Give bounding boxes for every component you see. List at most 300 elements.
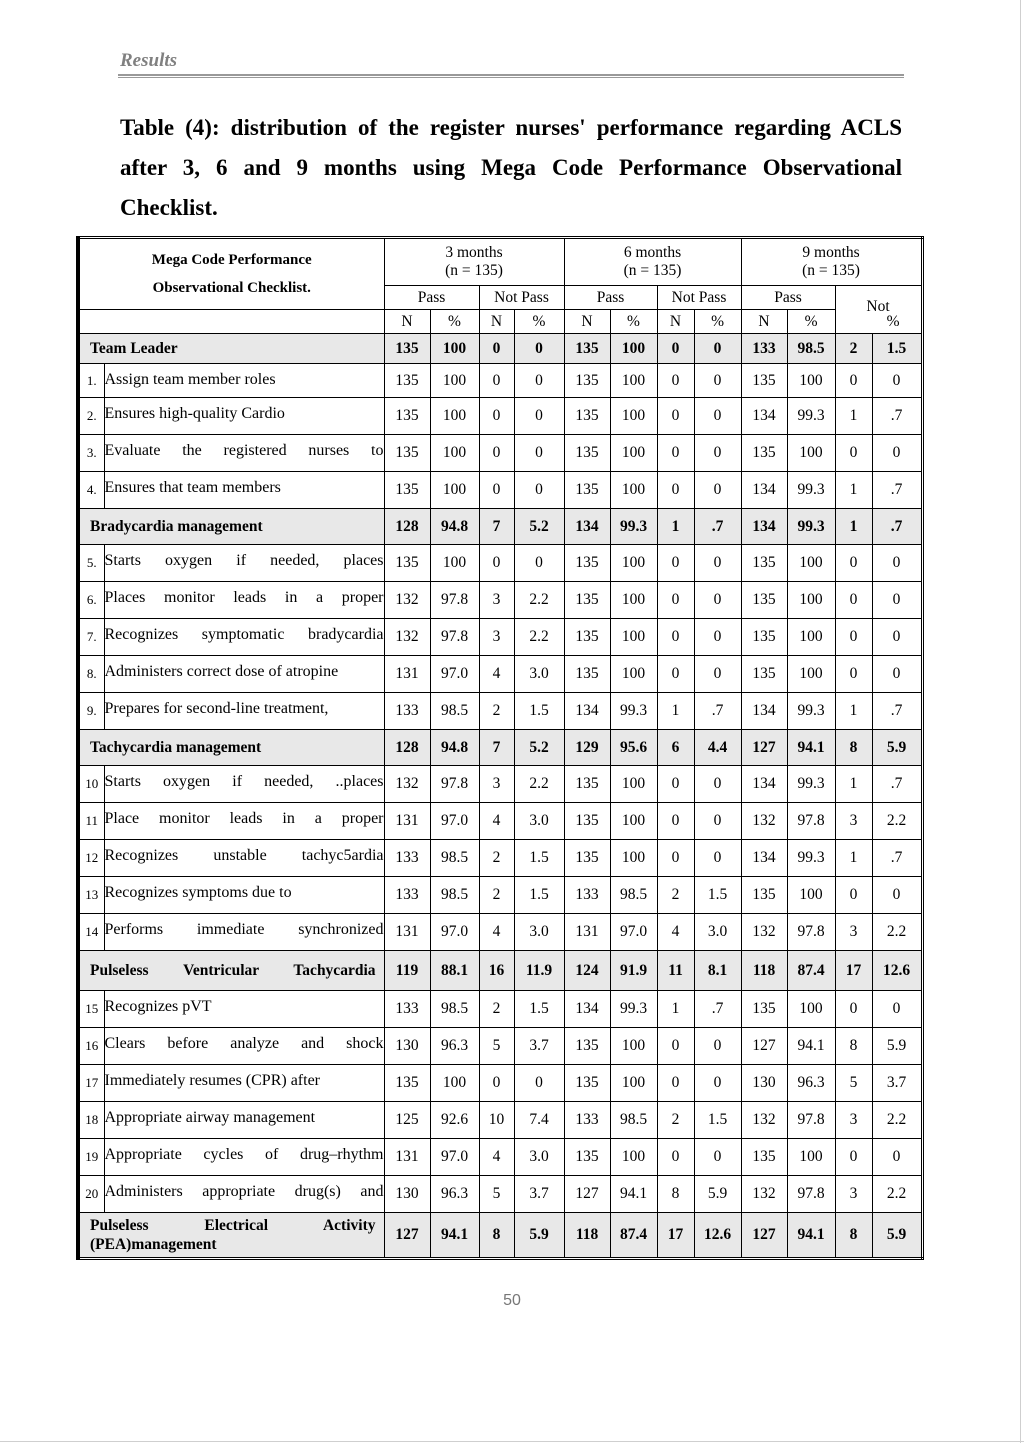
value-cell: 0 [835, 582, 872, 619]
value-cell: 0 [872, 877, 922, 914]
value-cell: 99.3 [610, 693, 657, 730]
value-cell: 1.5 [514, 877, 564, 914]
value-cell: 0 [657, 619, 694, 656]
value-cell: 135 [741, 364, 787, 398]
value-cell: 100 [787, 582, 835, 619]
value-cell: 134 [564, 509, 610, 545]
value-cell: 3.0 [694, 914, 741, 951]
value-cell: 100 [787, 364, 835, 398]
value-cell: 5 [479, 1028, 514, 1065]
value-cell: 0 [657, 840, 694, 877]
value-cell: 2.2 [872, 914, 922, 951]
section-label: Pulseless Ventricular Tachycardia [78, 951, 384, 991]
value-cell: 135 [741, 545, 787, 582]
value-cell: 0 [835, 991, 872, 1028]
value-cell: 0 [835, 364, 872, 398]
value-cell: 0 [657, 1028, 694, 1065]
value-cell: 118 [741, 951, 787, 991]
value-cell: 97.8 [430, 619, 479, 656]
value-cell: 3.0 [514, 656, 564, 693]
value-cell: 5 [479, 1176, 514, 1213]
value-cell: 132 [741, 914, 787, 951]
row-number: 16 [78, 1028, 104, 1065]
table-row [78, 1176, 922, 1213]
unit-n: N [657, 310, 694, 334]
value-cell: 7 [479, 509, 514, 545]
value-cell: 5.9 [514, 1213, 564, 1259]
row-number: 4. [78, 472, 104, 509]
value-cell: 133 [741, 334, 787, 364]
value-cell: 127 [741, 730, 787, 766]
value-cell: 2 [479, 840, 514, 877]
value-cell: 97.0 [430, 914, 479, 951]
value-cell: 0 [835, 619, 872, 656]
value-cell: 1 [835, 509, 872, 545]
value-cell: 0 [872, 619, 922, 656]
checklist-item: Recognizes symptoms due to [104, 877, 384, 914]
value-cell: 99.3 [787, 693, 835, 730]
value-cell: 100 [430, 545, 479, 582]
period-header-3-months: 3 months (n = 135) [384, 238, 564, 286]
value-cell: 0 [694, 1028, 741, 1065]
value-cell: 0 [657, 364, 694, 398]
value-cell: 135 [564, 1139, 610, 1176]
value-cell: 132 [384, 766, 430, 803]
value-cell: 97.8 [787, 914, 835, 951]
value-cell: 3.7 [872, 1065, 922, 1102]
value-cell: .7 [872, 398, 922, 435]
value-cell: 0 [872, 656, 922, 693]
value-cell: 0 [514, 1065, 564, 1102]
value-cell: 135 [564, 1065, 610, 1102]
value-cell: 97.8 [787, 803, 835, 840]
value-cell: 100 [430, 334, 479, 364]
value-cell: 2 [479, 693, 514, 730]
row-number: 19 [78, 1139, 104, 1176]
checklist-item: Prepares for second-line treatment, [104, 693, 384, 730]
value-cell: 0 [694, 398, 741, 435]
page-edge-bottom [0, 1441, 1024, 1442]
value-cell: 2.2 [872, 803, 922, 840]
value-cell: 96.3 [787, 1065, 835, 1102]
value-cell: 95.6 [610, 730, 657, 766]
row-number: 12 [78, 840, 104, 877]
value-cell: 131 [384, 803, 430, 840]
row-number: 6. [78, 582, 104, 619]
value-cell: 100 [787, 877, 835, 914]
value-cell: 4 [479, 914, 514, 951]
results-table [76, 236, 924, 1260]
value-cell: 0 [694, 472, 741, 509]
value-cell: 100 [787, 1139, 835, 1176]
value-cell: 0 [657, 472, 694, 509]
value-cell: 119 [384, 951, 430, 991]
value-cell: 132 [384, 619, 430, 656]
value-cell: 0 [872, 991, 922, 1028]
value-cell: 5.2 [514, 730, 564, 766]
row-number: 18 [78, 1102, 104, 1139]
results-table-wrapper [76, 236, 920, 1260]
value-cell: 134 [741, 693, 787, 730]
value-cell: 3.0 [514, 803, 564, 840]
value-cell: 100 [610, 766, 657, 803]
value-cell: 131 [384, 914, 430, 951]
checklist-item: Immediately resumes (CPR) after [104, 1065, 384, 1102]
value-cell: 118 [564, 1213, 610, 1259]
value-cell: 0 [479, 334, 514, 364]
checklist-item: Places monitor leads in a proper [104, 582, 384, 619]
value-cell: 12.6 [872, 951, 922, 991]
value-cell: 135 [564, 803, 610, 840]
section-label: Pulseless Electrical Activity (PEA)management [78, 1213, 384, 1259]
row-number: 17 [78, 1065, 104, 1102]
section-row [78, 509, 922, 545]
value-cell: 100 [430, 472, 479, 509]
period-header-6-months: 6 months (n = 135) [564, 238, 741, 286]
value-cell: 131 [384, 656, 430, 693]
value-cell: 135 [741, 991, 787, 1028]
value-cell: 132 [741, 1102, 787, 1139]
value-cell: 8 [835, 1213, 872, 1259]
table-row [78, 803, 922, 840]
value-cell: 8.1 [694, 951, 741, 991]
value-cell: 135 [564, 435, 610, 472]
value-cell: 8 [835, 1028, 872, 1065]
value-cell: 100 [610, 656, 657, 693]
value-cell: 96.3 [430, 1176, 479, 1213]
row-number: 15 [78, 991, 104, 1028]
table-row [78, 435, 922, 472]
value-cell: 133 [384, 991, 430, 1028]
value-cell: 135 [384, 472, 430, 509]
value-cell: 135 [741, 877, 787, 914]
value-cell: .7 [694, 509, 741, 545]
value-cell: 100 [610, 803, 657, 840]
value-cell: 100 [610, 545, 657, 582]
value-cell: 128 [384, 509, 430, 545]
row-number: 11 [78, 803, 104, 840]
value-cell: 94.1 [787, 1028, 835, 1065]
value-cell: 0 [514, 364, 564, 398]
pass-header: Pass [564, 286, 657, 310]
running-header: Results [120, 50, 178, 71]
row-number: 10 [78, 766, 104, 803]
value-cell: 0 [872, 582, 922, 619]
value-cell: 134 [564, 693, 610, 730]
value-cell: 127 [384, 1213, 430, 1259]
checklist-item: Performs immediate synchronized [104, 914, 384, 951]
value-cell: 135 [564, 766, 610, 803]
section-row [78, 334, 922, 364]
value-cell: 135 [564, 582, 610, 619]
value-cell: 131 [564, 914, 610, 951]
value-cell: 100 [787, 435, 835, 472]
row-number: 3. [78, 435, 104, 472]
unit-n: N [384, 310, 430, 334]
value-cell: .7 [694, 693, 741, 730]
value-cell: 0 [657, 582, 694, 619]
value-cell: 2.2 [514, 766, 564, 803]
period-header-9-months: 9 months (n = 135) [741, 238, 922, 286]
value-cell: 3.0 [514, 914, 564, 951]
unit-pct: % [514, 310, 564, 334]
value-cell: 2 [835, 334, 872, 364]
section-row [78, 951, 922, 991]
value-cell: 100 [610, 582, 657, 619]
value-cell: 3 [479, 766, 514, 803]
table-caption: Table (4): distribution of the register nurses' performance regarding ACLS after 3, 6 and 9 months using Mega Code Performance Observational Checklist. [120, 115, 902, 220]
value-cell: 3 [835, 914, 872, 951]
value-cell: 1.5 [514, 693, 564, 730]
page-edge-right [1020, 0, 1021, 1443]
table-row [78, 1065, 922, 1102]
value-cell: 12.6 [694, 1213, 741, 1259]
value-cell: 135 [741, 582, 787, 619]
value-cell: 91.9 [610, 951, 657, 991]
unit-pct: % [430, 310, 479, 334]
value-cell: 133 [384, 877, 430, 914]
value-cell: 0 [694, 545, 741, 582]
checklist-item: Appropriate cycles of drug–rhythm [104, 1139, 384, 1176]
value-cell: 0 [694, 435, 741, 472]
value-cell: 0 [694, 840, 741, 877]
unit-pct: % [694, 310, 741, 334]
value-cell: 87.4 [610, 1213, 657, 1259]
value-cell: 3.7 [514, 1028, 564, 1065]
corner-title-line1: Mega Code Performance [151, 252, 312, 268]
value-cell: 8 [479, 1213, 514, 1259]
value-cell: 134 [741, 398, 787, 435]
value-cell: 135 [384, 364, 430, 398]
value-cell: 6 [657, 730, 694, 766]
value-cell: 16 [479, 951, 514, 991]
value-cell: 3 [479, 619, 514, 656]
value-cell: 3 [835, 1176, 872, 1213]
value-cell: 3 [835, 803, 872, 840]
section-row [78, 730, 922, 766]
row-number: 7. [78, 619, 104, 656]
value-cell: 100 [787, 619, 835, 656]
checklist-item: Recognizes symptomatic bradycardia [104, 619, 384, 656]
value-cell: 127 [741, 1028, 787, 1065]
value-cell: 1 [835, 766, 872, 803]
pass-header: Pass [741, 286, 835, 310]
table-row [78, 914, 922, 951]
value-cell: 1 [657, 509, 694, 545]
value-cell: 133 [564, 877, 610, 914]
value-cell: 0 [694, 803, 741, 840]
value-cell: 98.5 [430, 840, 479, 877]
value-cell: 135 [741, 619, 787, 656]
value-cell: 5.9 [872, 1028, 922, 1065]
value-cell: 4 [479, 1139, 514, 1176]
value-cell: 8 [657, 1176, 694, 1213]
checklist-item: Administers correct dose of atropine [104, 656, 384, 693]
value-cell: 135 [564, 656, 610, 693]
value-cell: 0 [835, 435, 872, 472]
table-row [78, 766, 922, 803]
row-number: 2. [78, 398, 104, 435]
table-row [78, 545, 922, 582]
value-cell: 98.5 [430, 693, 479, 730]
value-cell: 1 [835, 472, 872, 509]
value-cell: 0 [479, 435, 514, 472]
value-cell: 135 [564, 472, 610, 509]
table-row [78, 364, 922, 398]
value-cell: 100 [610, 472, 657, 509]
value-cell: 100 [610, 364, 657, 398]
value-cell: 5.9 [872, 730, 922, 766]
value-cell: 0 [694, 334, 741, 364]
value-cell: 0 [657, 435, 694, 472]
checklist-item: Recognizes unstable tachyc5ardia [104, 840, 384, 877]
value-cell: 100 [430, 1065, 479, 1102]
value-cell: 2 [657, 1102, 694, 1139]
row-number: 9. [78, 693, 104, 730]
value-cell: 127 [564, 1176, 610, 1213]
value-cell: 2 [479, 877, 514, 914]
value-cell: .7 [694, 991, 741, 1028]
value-cell: 7.4 [514, 1102, 564, 1139]
table-row [78, 693, 922, 730]
value-cell: 3 [835, 1102, 872, 1139]
value-cell: 97.0 [430, 656, 479, 693]
value-cell: 124 [564, 951, 610, 991]
value-cell: 8 [835, 730, 872, 766]
value-cell: 0 [657, 1065, 694, 1102]
value-cell: 98.5 [430, 877, 479, 914]
value-cell: 5.9 [694, 1176, 741, 1213]
value-cell: 97.8 [430, 766, 479, 803]
header-rule [118, 74, 904, 78]
value-cell: 97.0 [610, 914, 657, 951]
row-number: 14 [78, 914, 104, 951]
value-cell: 2 [657, 877, 694, 914]
value-cell: 94.1 [610, 1176, 657, 1213]
checklist-item: Place monitor leads in a proper [104, 803, 384, 840]
value-cell: 88.1 [430, 951, 479, 991]
value-cell: 0 [872, 1139, 922, 1176]
value-cell: 0 [514, 435, 564, 472]
value-cell: 0 [479, 545, 514, 582]
table-row [78, 840, 922, 877]
value-cell: 135 [564, 619, 610, 656]
value-cell: 134 [741, 840, 787, 877]
value-cell: .7 [872, 472, 922, 509]
value-cell: 100 [610, 1139, 657, 1176]
value-cell: 3 [479, 582, 514, 619]
value-cell: 1.5 [694, 1102, 741, 1139]
value-cell: 10 [479, 1102, 514, 1139]
value-cell: 0 [514, 472, 564, 509]
value-cell: 100 [610, 840, 657, 877]
checklist-item: Evaluate the registered nurses to [104, 435, 384, 472]
value-cell: 87.4 [787, 951, 835, 991]
value-cell: 5.2 [514, 509, 564, 545]
value-cell: 0 [872, 364, 922, 398]
unit-pct: % [787, 310, 835, 334]
value-cell: 100 [610, 334, 657, 364]
table-row [78, 582, 922, 619]
table-row [78, 398, 922, 435]
header-blank [78, 310, 384, 334]
value-cell: 2.2 [872, 1176, 922, 1213]
value-cell: 0 [835, 545, 872, 582]
value-cell: 0 [694, 582, 741, 619]
pass-header: Pass [384, 286, 479, 310]
value-cell: 135 [384, 334, 430, 364]
value-cell: 98.5 [610, 1102, 657, 1139]
value-cell: 135 [384, 435, 430, 472]
value-cell: 0 [479, 398, 514, 435]
value-cell: .7 [872, 693, 922, 730]
value-cell: 100 [430, 435, 479, 472]
value-cell: 0 [657, 766, 694, 803]
unit-pct: % [610, 310, 657, 334]
value-cell: 100 [787, 545, 835, 582]
value-cell: 135 [384, 545, 430, 582]
value-cell: 0 [835, 656, 872, 693]
value-cell: 135 [564, 398, 610, 435]
section-label: Bradycardia management [78, 509, 384, 545]
value-cell: 0 [657, 656, 694, 693]
value-cell: 132 [384, 582, 430, 619]
value-cell: 97.8 [430, 582, 479, 619]
value-cell: 99.3 [787, 766, 835, 803]
page-number: 50 [503, 1292, 521, 1309]
value-cell: 1 [657, 693, 694, 730]
value-cell: 94.8 [430, 509, 479, 545]
value-cell: 97.0 [430, 1139, 479, 1176]
value-cell: 11.9 [514, 951, 564, 991]
checklist-item: Ensures that team members [104, 472, 384, 509]
value-cell: 0 [694, 1065, 741, 1102]
value-cell: 0 [694, 364, 741, 398]
value-cell: 135 [741, 435, 787, 472]
value-cell: 98.5 [430, 991, 479, 1028]
value-cell: 99.3 [787, 509, 835, 545]
value-cell: 133 [384, 840, 430, 877]
checklist-item: Assign team member roles [104, 364, 384, 398]
unit-n: N [479, 310, 514, 334]
value-cell: 100 [610, 1065, 657, 1102]
value-cell: 94.8 [430, 730, 479, 766]
value-cell: 100 [787, 991, 835, 1028]
value-cell: 135 [741, 656, 787, 693]
value-cell: 100 [610, 435, 657, 472]
value-cell: 132 [741, 1176, 787, 1213]
not-pass-header: Not % [835, 286, 922, 334]
value-cell: 128 [384, 730, 430, 766]
value-cell: 99.3 [787, 472, 835, 509]
value-cell: 2.2 [514, 582, 564, 619]
value-cell: 0 [479, 472, 514, 509]
value-cell: 3.7 [514, 1176, 564, 1213]
value-cell: 1.5 [872, 334, 922, 364]
value-cell: 97.8 [787, 1102, 835, 1139]
value-cell: 135 [564, 334, 610, 364]
value-cell: 133 [564, 1102, 610, 1139]
table-row [78, 1139, 922, 1176]
value-cell: 0 [514, 398, 564, 435]
value-cell: 130 [384, 1176, 430, 1213]
value-cell: 98.5 [610, 877, 657, 914]
table-row [78, 877, 922, 914]
value-cell: 0 [835, 1139, 872, 1176]
row-number: 5. [78, 545, 104, 582]
value-cell: 100 [610, 1028, 657, 1065]
section-row [78, 1213, 922, 1259]
